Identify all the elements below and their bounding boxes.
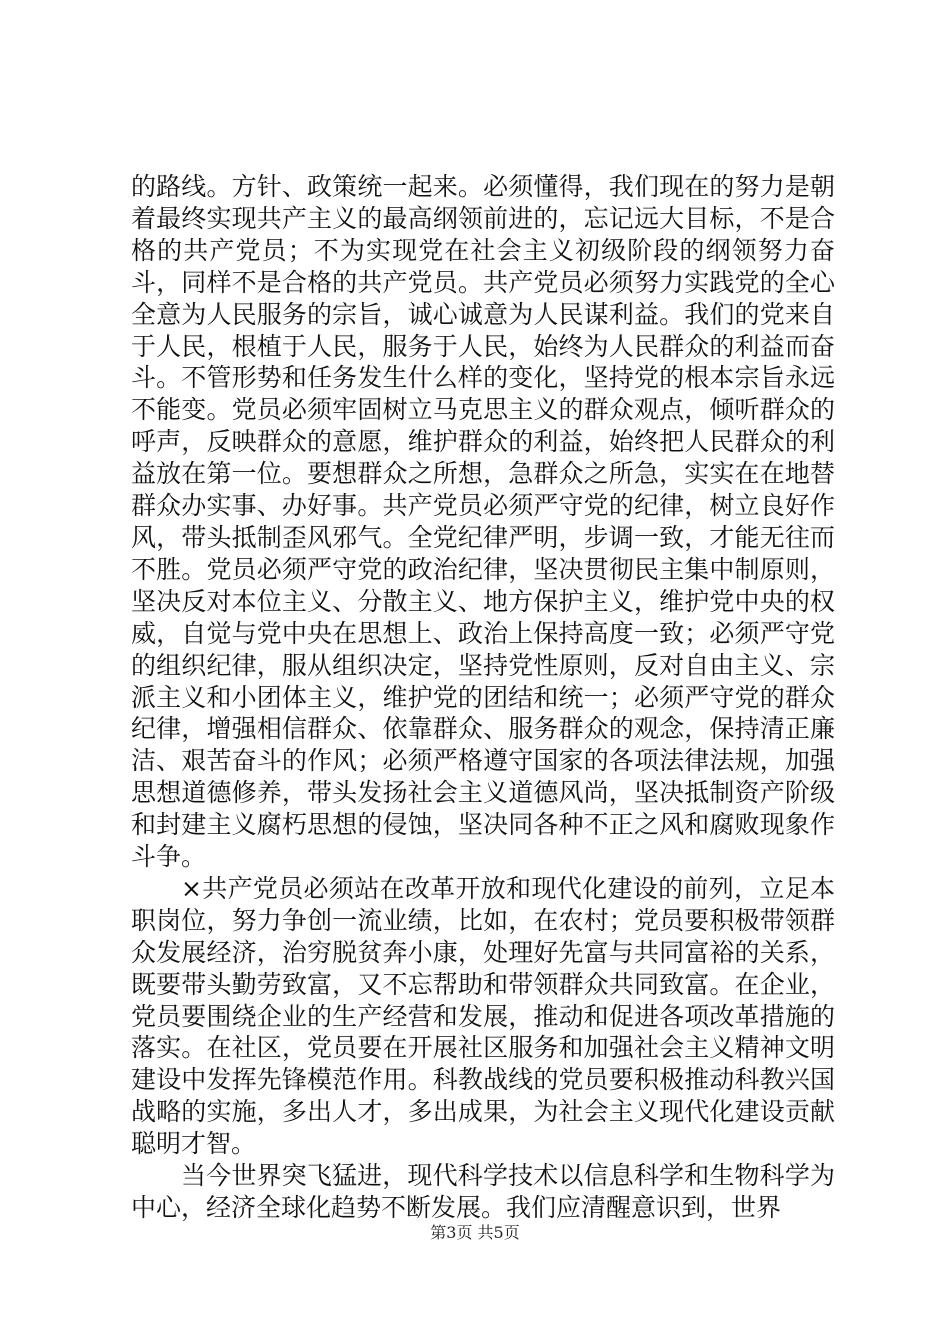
paragraph-vanguard: ×共产党员必须站在改革开放和现代化建设的前列，立足本职岗位，努力争创一流业绩，比如，在农村；党员要积极带领群众发展经济，治穷脱贫奔小康，处理好先富与共同富裕的关系，既要带头勤劳致富，又不忘帮助和带领群众共同致富。在企业，党员要围绕企业的生产经营和发展，推动和促进各项改革措施的落实。在社区，党员要在开展社区服务和加强社会主义精神文明建设中发挥先锋模范作用。科教战线的党员要积极推动科教兴国战略的实施，多出人才，多出成果，为社会主义现代化建设贡献聪明才智。 <box>131 873 835 1159</box>
body-text <box>131 171 835 1224</box>
paragraph-continued: 的路线。方针、政策统一起来。必须懂得，我们现在的努力是朝着最终实现共产主义的最高纲领前进的，忘记远大目标，不是合格的共产党员；不为实现党在社会主义初级阶段的纲领努力奋斗，同样不是合格的共产党员。共产党员必须努力实践党的全心全意为人民服务的宗旨，诚心诚意为人民谋利益。我们的党来自于人民，根植于人民，服务于人民，始终为人民群众的利益而奋斗。不管形势和任务发生什么样的变化，坚持党的根本宗旨永远不能变。党员必须牢固树立马克思主义的群众观点，倾听群众的呼声，反映群众的意愿，维护群众的利益，始终把人民群众的利益放在第一位。要想群众之所想，急群众之所急，实实在在地替群众办实事、办好事。共产党员必须严守党的纪律，树立良好作风，带头抵制歪风邪气。全党纪律严明，步调一致，才能无往而不胜。党员必须严守党的政治纪律，坚决贯彻民主集中制原则，坚决反对本位主义、分散主义、地方保护主义，维护党中央的权威，自觉与党中央在思想上、政治上保持高度一致；必须严守党的组织纪律，服从组织决定，坚持党性原则，反对自由主义、宗派主义和小团体主义，维护党的团结和统一；必须严守党的群众纪律，增强相信群众、依靠群众、服务群众的观念，保持清正廉洁、艰苦奋斗的作风；必须严格遵守国家的各项法律法规，加强思想道德修养，带头发扬社会主义道德风尚，坚决抵制资产阶级和封建主义腐朽思想的侵蚀，坚决同各种不正之风和腐败现象作斗争。 <box>131 172 835 872</box>
paragraph-world-today: 当今世界突飞猛进，现代科学技术以信息科学和生物科学为中心，经济全球化趋势不断发展。我们应清醒意识到，世界 <box>131 1161 835 1222</box>
page-number-footer: 第3页 共5页 <box>430 1223 520 1242</box>
